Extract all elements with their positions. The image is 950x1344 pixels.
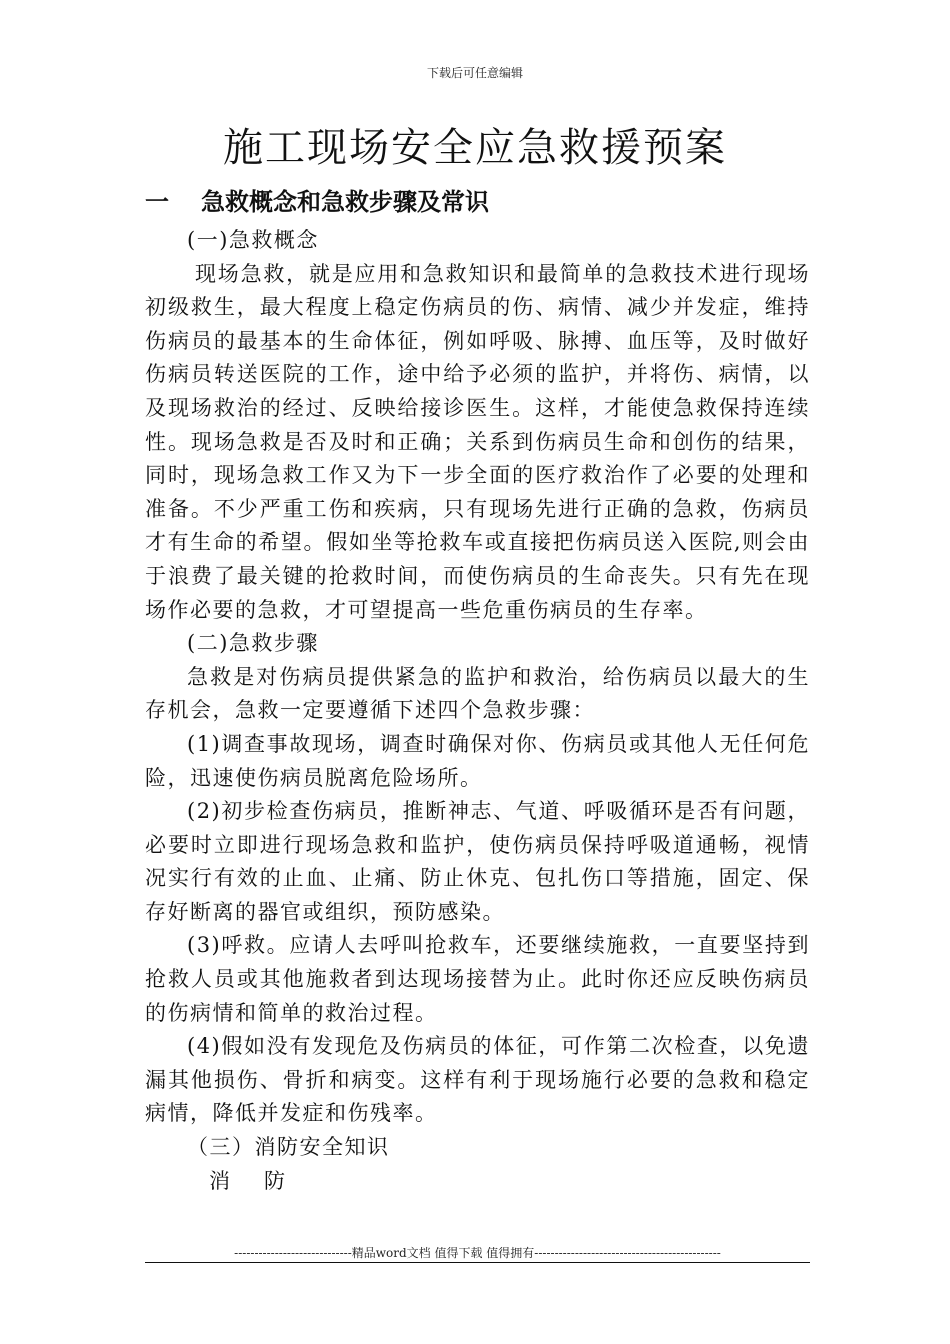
fire-safety-start: 消防 <box>209 1168 319 1193</box>
section-title: 急救概念和急救步骤及常识 <box>201 188 489 216</box>
paragraph-first-aid-concept: 现场急救，就是应用和急救知识和最简单的急救技术进行现场初级救生，最大程度上稳定伤病员的伤、病情、减少并发症，维持伤病员的最基本的生命体征，例如呼吸、脉搏、血压等，及时做好伤病员转送医院的工作，途中给予必须的监护，并将伤、病情，以及现场救治的经过、反映给接诊医生。这样，才能使急救保持连续性。现场急救是否及时和正确；关系到伤病员生命和创伤的结果，同时，现场急救工作又为下一步全面的医疗救治作了必要的处理和准备。不少严重工伤和疾病，只有现场先进行正确的急救，伤病员才有生命的希望。假如坐等抢救车或直接把伤病员送入医院,则会由于浪费了最关键的抢救时间，而使伤病员的生命丧失。只有先在现场作必要的急救，才可望提高一些危重伤病员的生存率。 <box>145 261 810 622</box>
step-1: (1)调查事故现场，调查时确保对你、伤病员或其他人无任何危险，迅速使伤病员脱离危险场所。 <box>145 731 810 790</box>
section-heading <box>145 182 489 217</box>
section-number: 一 <box>145 188 169 216</box>
subheading-first-aid-concept: (一)急救概念 <box>187 228 319 252</box>
footer-divider <box>145 1262 810 1263</box>
subheading-fire-safety: （三）消防安全知识 <box>187 1135 390 1160</box>
page-header-note: 下载后可任意编辑 <box>426 66 523 80</box>
step-4: (4)假如没有发现危及伤病员的体征，可作第二次检查，以免遗漏其他损伤、骨折和病变。这样有利于现场施行必要的急救和稳定病情，降低并发症和伤残率。 <box>145 1034 810 1126</box>
step-3: (3)呼救。应请人去呼叫抢救车，还要继续施救，一直要坚持到抢救人员或其他施救者到达现场接替为止。此时你还应反映伤病员的伤病情和简单的救治过程。 <box>145 933 810 1025</box>
step-2: (2)初步检查伤病员，推断神志、气道、呼吸循环是否有问题，必要时立即进行现场急救和监护，使伤病员保持呼吸道通畅，视情况实行有效的止血、止痛、防止休克、包扎伤口等措施，固定、保存好断离的器官或组织，预防感染。 <box>145 799 810 924</box>
document-title: 施工现场安全应急救援预案 <box>223 125 727 171</box>
page-footer-note: -----------------------------精品word文档 值得下载 值得拥有---------------------------------------------- <box>234 1246 721 1260</box>
subheading-first-aid-steps: (二)急救步骤 <box>187 631 319 656</box>
paragraph-steps-intro: 急救是对伤病员提供紧急的监护和救治，给伤病员以最大的生存机会，急救一定要遵循下述四个急救步骤： <box>145 664 810 723</box>
document-body <box>145 224 810 1198</box>
